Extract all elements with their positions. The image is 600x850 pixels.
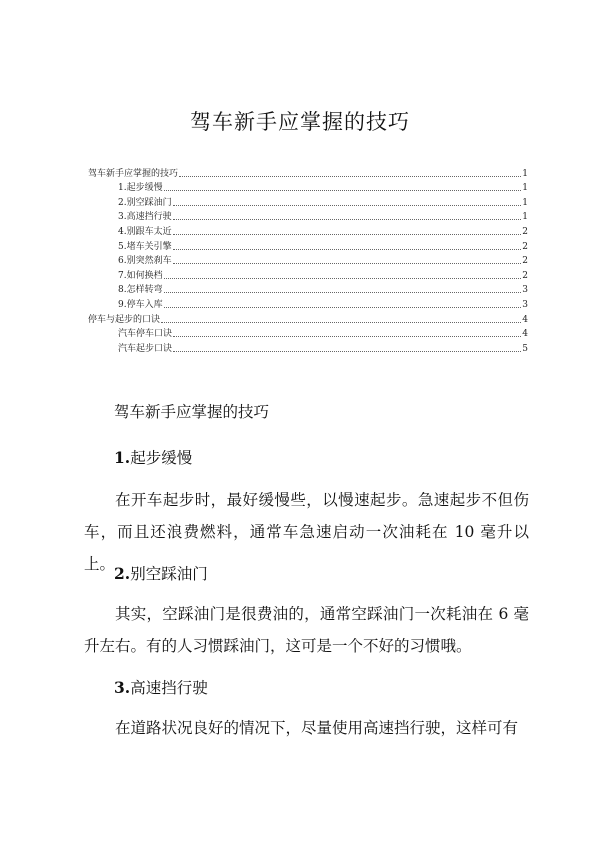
toc-item-label: 2.别空踩油门: [118, 197, 172, 208]
toc-item-label: 汽车停车口诀: [118, 329, 173, 340]
toc-item-page: 1: [522, 197, 528, 208]
toc-item-label: 5.堵车关引擎: [118, 241, 172, 252]
toc-item[interactable]: [88, 223, 528, 238]
toc-item[interactable]: [88, 209, 528, 224]
toc-item[interactable]: [88, 296, 528, 311]
toc-item[interactable]: [88, 238, 528, 253]
toc-leader-dots: [173, 335, 521, 337]
subsection-title: 起步缓慢: [130, 449, 193, 467]
toc-item-page: 5: [522, 343, 528, 354]
toc-item-page: 3: [522, 299, 528, 310]
toc-item[interactable]: [88, 311, 528, 326]
paragraph: 在道路状况良好的情况下，尽量使用高速挡行驶，这样可有: [115, 719, 519, 737]
toc-item-label: 汽车起步口诀: [118, 343, 173, 354]
subsection-number: 1.: [114, 448, 131, 467]
toc-item[interactable]: [88, 267, 528, 282]
document-title: 驾车新手应掌握的技巧: [190, 110, 410, 134]
section-heading: 驾车新手应掌握的技巧: [114, 403, 270, 421]
toc-leader-dots: [173, 218, 522, 220]
toc-leader-dots: [164, 277, 522, 279]
toc-item[interactable]: [88, 340, 528, 355]
toc-item[interactable]: [88, 194, 528, 209]
toc-item-page: 4: [522, 329, 528, 340]
toc-item-page: 2: [522, 226, 528, 237]
toc-leader-dots: [161, 321, 521, 323]
toc-leader-dots: [164, 189, 522, 191]
toc-leader-dots: [173, 350, 521, 352]
toc-item-page: 1: [522, 183, 528, 194]
table-of-contents: [88, 165, 528, 355]
subsection-title: 高速挡行驶: [130, 679, 208, 697]
toc-item[interactable]: [88, 180, 528, 195]
toc-leader-dots: [173, 233, 522, 235]
subsection-heading: [114, 446, 192, 468]
toc-item[interactable]: [88, 282, 528, 297]
toc-item-label: 6.别突然刹车: [118, 256, 172, 267]
toc-item-label: 8.怎样转弯: [118, 285, 163, 296]
subsection-title: 别空踩油门: [130, 565, 208, 583]
toc-leader-dots: [164, 306, 522, 308]
subsection-heading: [114, 676, 208, 698]
toc-leader-dots: [173, 262, 522, 264]
toc-item[interactable]: [88, 253, 528, 268]
toc-item-page: 2: [522, 270, 528, 281]
toc-item-label: 1.起步缓慢: [118, 183, 163, 194]
toc-item-page: 1: [522, 212, 528, 223]
toc-item-page: 3: [522, 285, 528, 296]
toc-item[interactable]: [88, 165, 528, 180]
toc-leader-dots: [164, 291, 522, 293]
subsection-number: 2.: [114, 564, 131, 583]
subsection-number: 3.: [114, 678, 131, 697]
paragraph: 其实，空踩油门是很费油的，通常空踩油门一次耗油在 6 毫升左右。有的人习惯踩油门，这可是一个不好的习惯哦。: [84, 605, 529, 655]
toc-item-label: 4.别跟车太近: [118, 226, 172, 237]
toc-item-label: 停车与起步的口诀: [88, 314, 161, 325]
toc-leader-dots: [173, 248, 522, 250]
toc-item-page: 2: [522, 241, 528, 252]
toc-item-page: 1: [522, 168, 528, 179]
toc-item-label: 7.如何换档: [118, 270, 163, 281]
toc-leader-dots: [173, 204, 522, 206]
toc-item-label: 9.停车入库: [118, 299, 163, 310]
toc-item-page: 2: [522, 256, 528, 267]
toc-leader-dots: [179, 175, 521, 177]
toc-item-label: 3.高速挡行驶: [118, 212, 172, 223]
toc-item[interactable]: [88, 326, 528, 341]
subsection-heading: [114, 562, 208, 584]
toc-item-label: 驾车新手应掌握的技巧: [88, 168, 179, 179]
toc-item-page: 4: [522, 314, 528, 325]
paragraph: 在开车起步时，最好缓慢些，以慢速起步。急速起步不但伤车，而且还浪费燃料，通常车急速启动一次油耗在 10 毫升以上。: [84, 491, 529, 573]
